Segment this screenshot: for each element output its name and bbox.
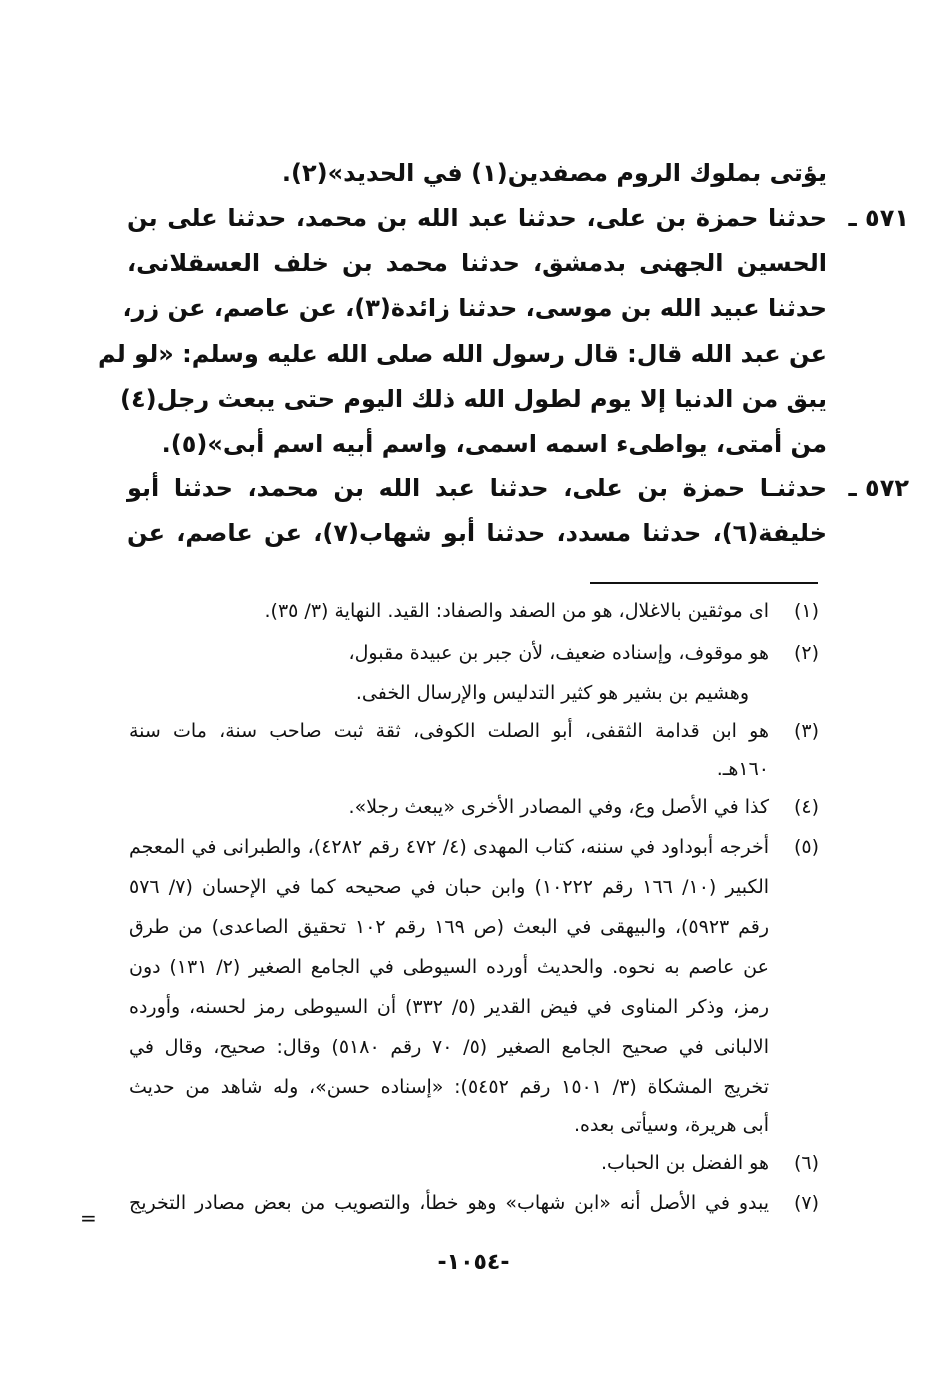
hadith-571-line: يبق من الدنيا إلا يوم لطول الله ذلك اليوم حتى يبعث رجل(٤)	[120, 385, 827, 413]
hadith-571-number: ٥٧١ ـ	[848, 204, 909, 232]
footnote-line: أخرجه أبوداود في سننه، كتاب المهدى (٤/ ٤٧٢ رقم ٤٢٨٢)، والطبرانى في المعجم	[129, 836, 769, 858]
hadith-571-line: حدثنا عبيد الله بن موسى، حدثنا زائدة(٣)، عن عاصم، عن زر،	[122, 294, 827, 322]
hadith-572-line: حدثنـا حمزة بن على، حدثنا عبد الله بن محمد، حدثنا أبو	[127, 474, 827, 502]
footnote-line: رمز، وذكر المناوى في فيض القدير (٥/ ٣٣٢) أن السيوطى رمز لحسنه، وأورده	[129, 996, 769, 1018]
hadith-572-number: ٥٧٢ ـ	[848, 474, 909, 502]
footnote-line: اى موثقين بالاغلال، هو من الصفد والصفاد: القيد. النهاية (٣/ ٣٥).	[264, 600, 769, 622]
continuation-mark: =	[80, 1206, 97, 1230]
hadith-572-line: خليفة(٦)، حدثنا مسدد، حدثنا أبو شهاب(٧)، عن عاصم، عن	[127, 519, 828, 547]
footnote-line: كذا في الأصل وع، وفي المصادر الأخرى «يبعث رجلا».	[348, 796, 769, 818]
footnote-line: الالبانى في صحيح الجامع الصغير (٥/ ٧٠ رقم ٥١٨٠) وقال: صحيح، وقال في	[129, 1036, 769, 1058]
footnote-number: (٥)	[793, 836, 819, 858]
hadith-571-line: الحسين الجهنى بدمشق، حدثنا محمد بن خلف العسقلانى،	[127, 249, 827, 277]
footnote-line: يبدو في الأصل أنه «ابن شهاب» وهو خطأ، والتصويب من بعض مصادر التخريج	[129, 1192, 769, 1214]
footnote-number: (١)	[793, 600, 819, 622]
intro-line: يؤتى بملوك الروم مصفدين(١) في الحديد»(٢).	[281, 159, 827, 187]
footnote-number: (٣)	[793, 720, 819, 742]
hadith-571-line: حدثنا حمزة بن على، حدثنا عبد الله بن محمد، حدثنا على بن	[127, 204, 827, 232]
footnote-number: (٢)	[793, 642, 819, 664]
footnote-line: رقم ٥٩٢٣)، والبيهقى في البعث (ص ١٦٩ رقم ١٠٢ تحقيق الصاعدى) من طرق	[129, 916, 769, 938]
footnote-line: أبى هريرة، وسيأتى بعده.	[573, 1114, 769, 1136]
footnote-line: هو ابن قدامة الثقفى، أبو الصلت الكوفى، ثقة ثبت صاحب سنة، مات سنة	[129, 720, 769, 742]
footnote-line: وهشيم بن بشير هو كثير التدليس والإرسال الخفى.	[355, 682, 749, 704]
footnote-line: ١٦٠هـ.	[716, 758, 769, 780]
hadith-571-line: من أمتى، يواطىء اسمه اسمى، واسم أبيه اسم أبى»(٥).	[161, 430, 827, 458]
footnote-line: هو الفضل بن الحباب.	[600, 1152, 769, 1174]
footnote-number: (٤)	[793, 796, 819, 818]
footnote-line: عن عاصم به نحوه. والحديث أورده السيوطى في الجامع الصغير (٢/ ١٣١) دون	[129, 956, 769, 978]
page-number: -١٠٥٤-	[437, 1250, 510, 1275]
footnote-line: تخريج المشكاة (٣/ ١٥٠١ رقم ٥٤٥٢): «إسناده حسن»، وله شاهد من حديث	[129, 1076, 769, 1098]
footnote-separator	[590, 582, 818, 584]
footnote-number: (٦)	[793, 1152, 819, 1174]
footnote-line: الكبير (١٠/ ١٦٦ رقم ١٠٢٢٢) وابن حبان في صحيحه كما في الإحسان (٧/ ٥٧٦	[129, 876, 770, 898]
footnote-number: (٧)	[793, 1192, 819, 1214]
hadith-571-line: عن عبد الله قال: قال رسول الله صلى الله عليه وسلم: «لو لم	[97, 340, 827, 368]
footnote-line: هو موقوف، وإسناده ضعيف، لأن جبر بن عبيدة مقبول،	[348, 642, 769, 664]
